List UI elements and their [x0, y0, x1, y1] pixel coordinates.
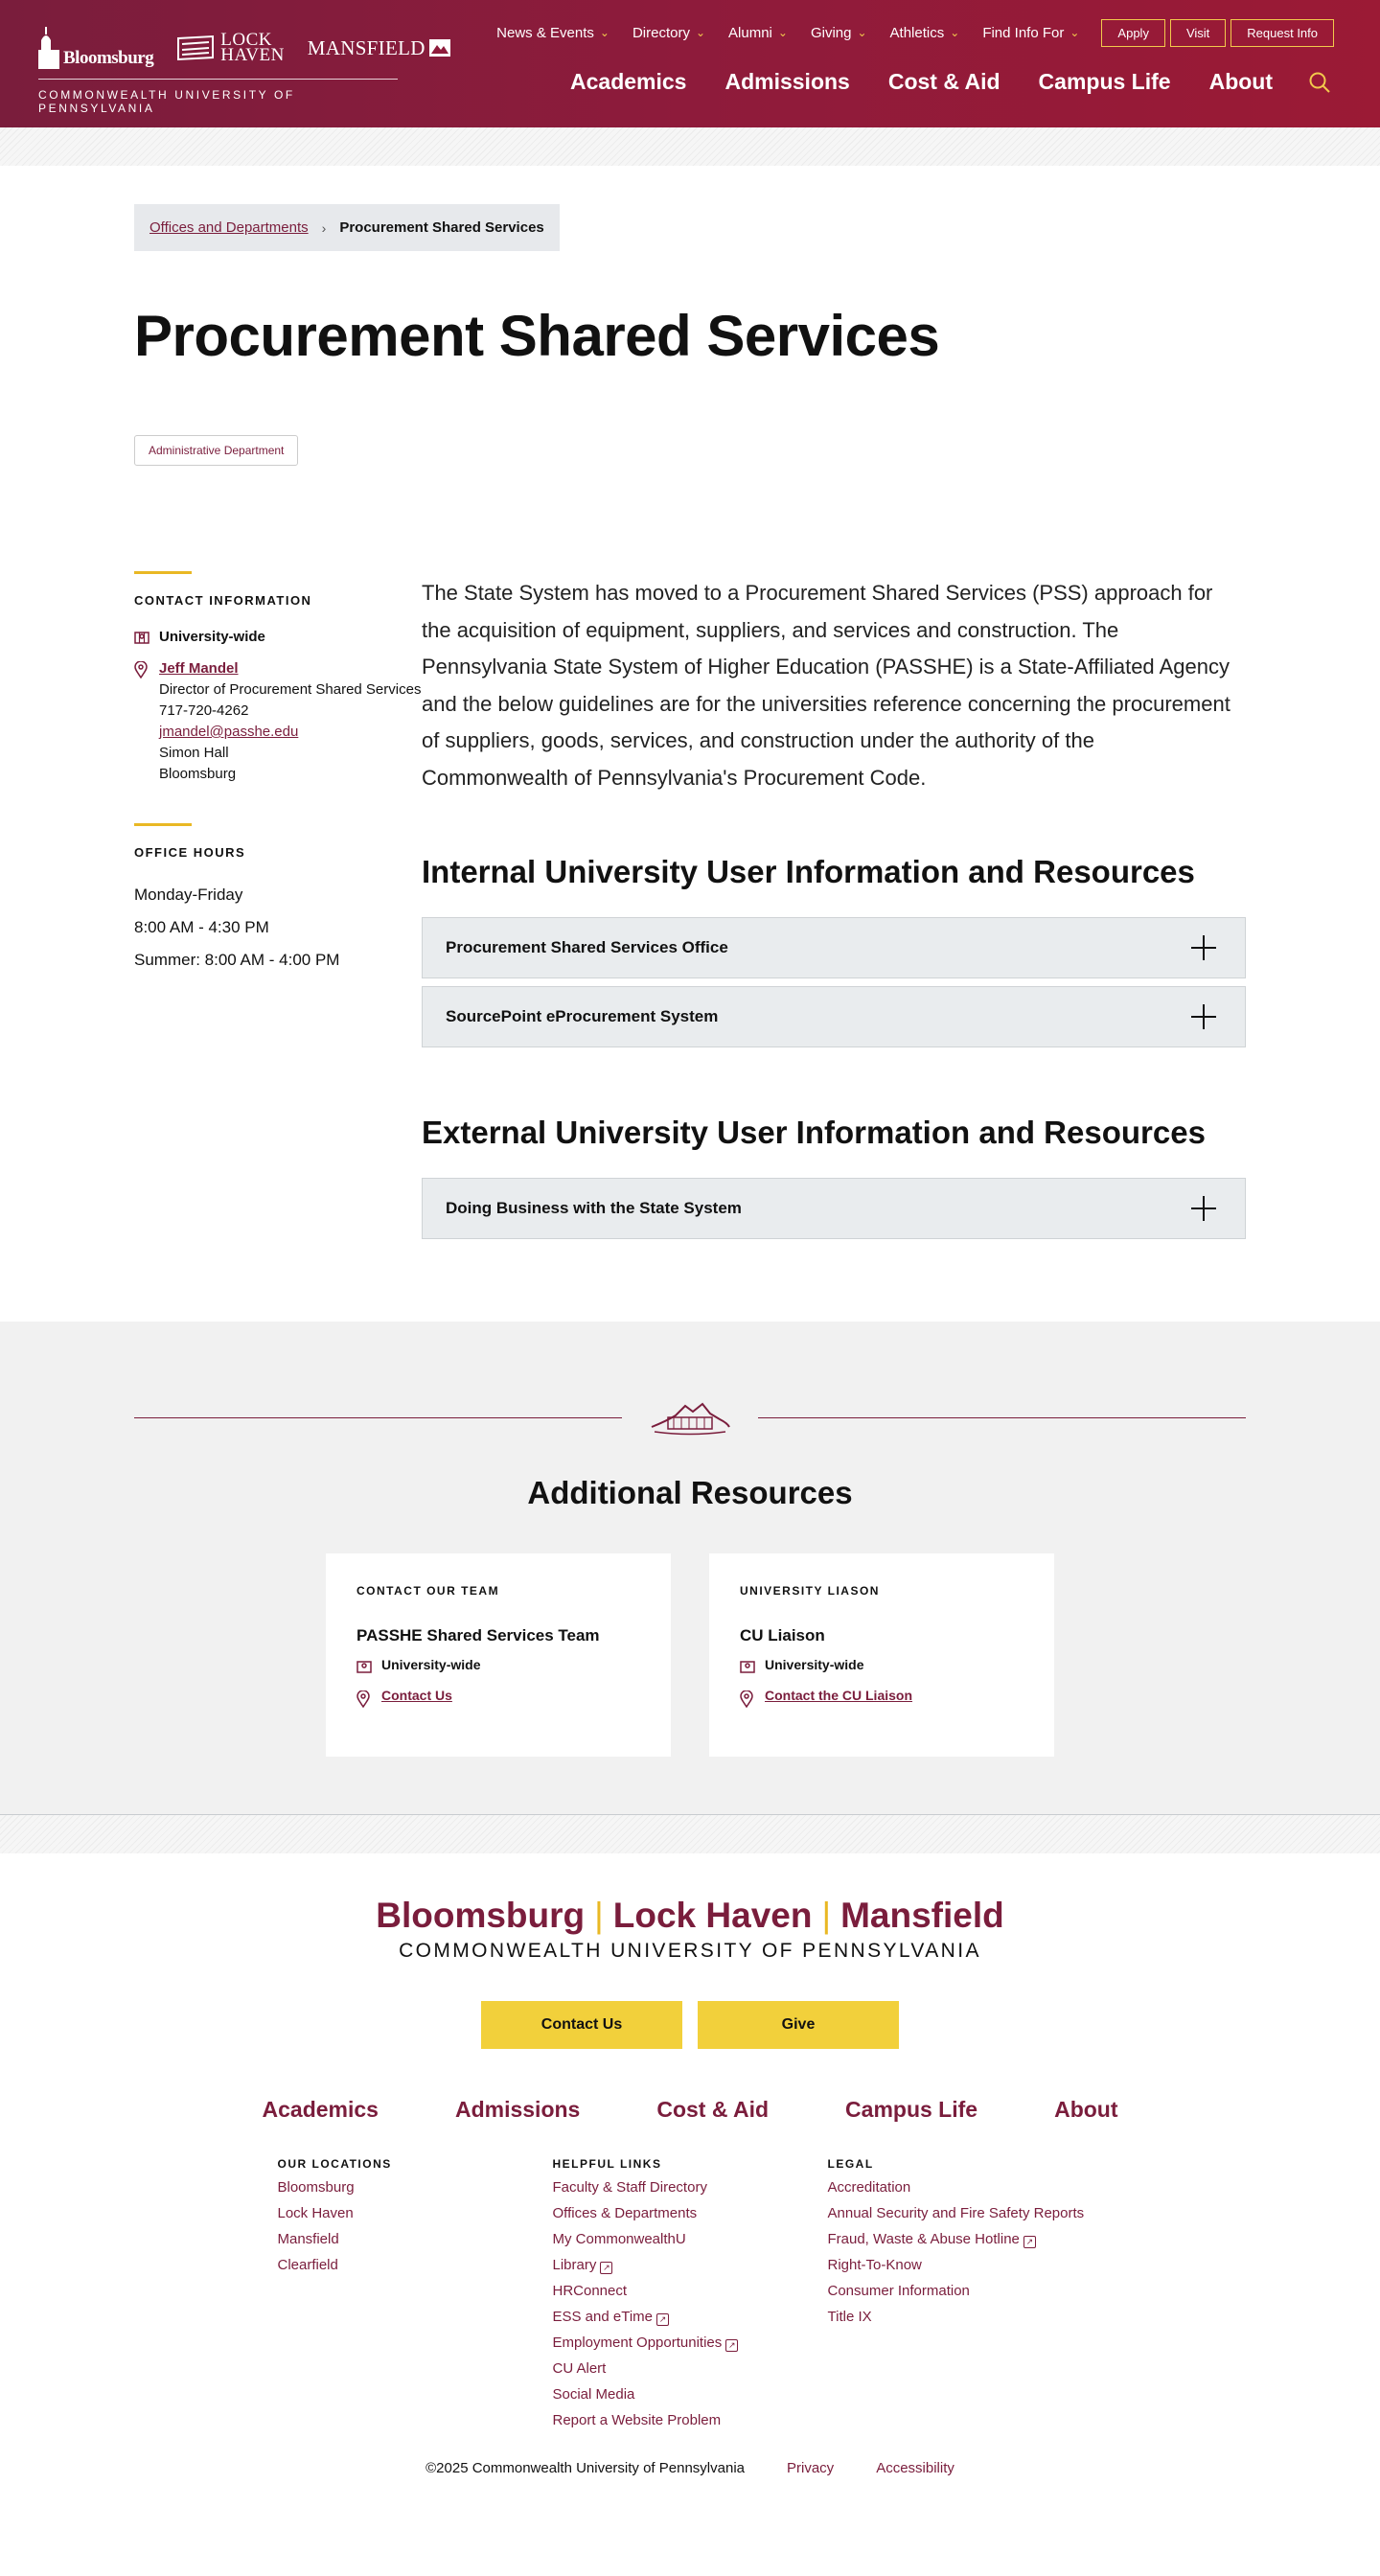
- office-hours: [134, 823, 422, 977]
- footer-nav-cost-aid[interactable]: Cost & Aid: [656, 2097, 770, 2122]
- department-tag[interactable]: Administrative Department: [134, 435, 298, 466]
- footer-link[interactable]: Fraud, Waste & Abuse Hotline ↗: [828, 2230, 1103, 2248]
- chevron-right-icon: ›: [321, 219, 327, 236]
- footer-nav-admissions[interactable]: Admissions: [454, 2097, 581, 2122]
- card-location: University-wide: [765, 1657, 864, 1672]
- contact-role: Director of Procurement Shared Services: [159, 681, 422, 698]
- footer-link[interactable]: Clearfield: [277, 2257, 338, 2273]
- footer-link[interactable]: Social Media: [552, 2386, 635, 2403]
- footer-link[interactable]: Accreditation: [827, 2179, 911, 2196]
- footer-helpful-links: HELPFUL LINKS Faculty & Staff Directory Offices & Departments My CommonwealthU Library ↗ HRConnect ESS and eTime ↗ Employment Opportunities ↗ CU Alert Social Media Report a Website Problem: [553, 2157, 828, 2437]
- main-nav: [532, 69, 1332, 95]
- map-icon: [134, 627, 151, 651]
- apply-button[interactable]: Apply: [1101, 19, 1165, 47]
- contact-name-link[interactable]: Jeff Mandel: [159, 660, 239, 677]
- internal-resources-heading: Internal University User Information and Resources: [422, 854, 1195, 889]
- contact-phone: 717-720-4262: [159, 702, 249, 719]
- location-pin-icon: [740, 1688, 757, 1711]
- lock-haven-logo: LOCK HAVEN: [176, 33, 285, 63]
- util-news-events[interactable]: News & Events ⌄: [496, 25, 610, 41]
- site-footer: [0, 1853, 1380, 2534]
- footer-nav-about[interactable]: About: [1054, 2097, 1118, 2122]
- breadcrumb: [134, 204, 560, 251]
- office-hours-heading: OFFICE HOURS: [134, 845, 246, 860]
- footer-brand[interactable]: Bloomsburg | Lock Haven | Mansfield: [376, 1896, 1004, 1935]
- hours-line: Monday-Friday: [134, 886, 243, 904]
- map-icon: [740, 1657, 757, 1676]
- contact-us-link[interactable]: Contact Us: [381, 1688, 452, 1703]
- contact-building: Simon Hall: [159, 745, 229, 761]
- footer-link[interactable]: Mansfield: [277, 2231, 339, 2247]
- plus-icon: [1191, 1196, 1216, 1221]
- footer-link[interactable]: Offices & Departments: [552, 2205, 698, 2221]
- external-link-icon: ↗: [600, 2262, 612, 2274]
- footer-link[interactable]: Employment Opportunities ↗: [553, 2334, 828, 2352]
- copyright-bar: [0, 2460, 1380, 2534]
- campus-emblem-icon: [647, 1398, 733, 1437]
- util-find-info-for[interactable]: Find Info For ⌄: [982, 25, 1080, 41]
- footer-link[interactable]: CU Alert: [552, 2360, 607, 2377]
- chevron-down-icon: ⌄: [695, 25, 706, 39]
- util-directory[interactable]: Directory ⌄: [632, 25, 706, 41]
- decorative-hatch: [0, 127, 1380, 166]
- intro-paragraph: The State System has moved to a Procurement Shared Services (PSS) approach for the acquisition of equipment, suppliers, and services and construction. The Pennsylvania State System of Higher Education (PASSHE) is a State-Affiliated Agency and the below guidelines are for the universities reference concerning the procurement of suppliers, goods, services, and construction under the authority of the Commonwealth of Pennsylvania's Procurement Code.: [422, 581, 1230, 790]
- copyright-text: ©2025 Commonwealth University of Pennsylvania: [426, 2460, 745, 2476]
- university-logo[interactable]: [38, 21, 426, 115]
- accordion-pss-office[interactable]: [422, 917, 1246, 978]
- nav-about[interactable]: About: [1208, 69, 1273, 94]
- request-info-button[interactable]: Request Info: [1230, 19, 1334, 47]
- location-pin-icon: [134, 658, 151, 785]
- external-link-icon: ↗: [725, 2339, 738, 2352]
- card-location: University-wide: [381, 1657, 481, 1672]
- contact-heading: CONTACT INFORMATION: [134, 593, 312, 608]
- footer-contact-button[interactable]: Contact Us: [481, 2001, 682, 2049]
- resource-card: [326, 1553, 671, 1757]
- card-label: UNIVERSITY LIASON: [740, 1584, 880, 1598]
- footer-link[interactable]: Lock Haven: [277, 2205, 354, 2221]
- chevron-down-icon: ⌄: [857, 25, 867, 39]
- card-label: CONTACT OUR TEAM: [356, 1584, 500, 1598]
- gold-accent-bar: [134, 823, 192, 826]
- bloomsburg-logo: Bloomsburg: [38, 27, 153, 69]
- accordion-doing-business[interactable]: [422, 1178, 1246, 1239]
- bell-tower-icon: [38, 27, 59, 69]
- nav-academics[interactable]: Academics: [570, 69, 687, 94]
- footer-subtitle: COMMONWEALTH UNIVERSITY OF PENNSYLVANIA: [399, 1940, 981, 1962]
- search-icon[interactable]: [1307, 70, 1332, 95]
- card-name: CU Liaison: [740, 1626, 825, 1644]
- emblem-divider: [134, 1398, 1246, 1437]
- footer-link[interactable]: Annual Security and Fire Safety Reports: [827, 2205, 1085, 2221]
- footer-link[interactable]: Report a Website Problem: [552, 2412, 722, 2428]
- footer-link[interactable]: HRConnect: [552, 2283, 628, 2299]
- plus-icon: [1191, 1004, 1216, 1029]
- chevron-down-icon: ⌄: [950, 25, 960, 39]
- gold-accent-bar: [134, 571, 192, 574]
- accessibility-link[interactable]: Accessibility: [876, 2460, 954, 2476]
- hours-line: 8:00 AM - 4:30 PM: [134, 918, 269, 936]
- flag-icon: [176, 34, 215, 61]
- footer-link[interactable]: Consumer Information: [827, 2283, 970, 2299]
- mountain-icon: [429, 39, 450, 57]
- sidebar: [134, 571, 422, 1247]
- breadcrumb-parent-link[interactable]: Offices and Departments: [150, 219, 309, 236]
- utility-nav: [473, 19, 1334, 47]
- breadcrumb-current: Procurement Shared Services: [339, 219, 544, 236]
- util-athletics[interactable]: Athletics ⌄: [889, 25, 960, 41]
- accordion-label: Doing Business with the State System: [446, 1199, 742, 1217]
- contact-location: University-wide: [159, 629, 265, 645]
- plus-icon: [1191, 935, 1216, 960]
- site-header: [0, 0, 1380, 127]
- footer-link[interactable]: ESS and eTime ↗: [553, 2308, 828, 2326]
- page-title: Procurement Shared Services: [134, 304, 940, 368]
- contact-liaison-link[interactable]: Contact the CU Liaison: [765, 1688, 913, 1703]
- card-name: PASSHE Shared Services Team: [356, 1626, 600, 1644]
- external-resources-heading: External University User Information and Resources: [422, 1115, 1206, 1150]
- logo-subtitle: COMMONWEALTH UNIVERSITY OF PENNSYLVANIA: [38, 88, 295, 115]
- external-link-icon: ↗: [656, 2313, 669, 2326]
- page-content: [134, 166, 1246, 1247]
- footer-locations: OUR LOCATIONS Bloomsburg Lock Haven Mansfield Clearfield: [278, 2157, 553, 2437]
- contact-campus: Bloomsburg: [159, 766, 237, 782]
- map-icon: [356, 1657, 374, 1676]
- visit-button[interactable]: Visit: [1170, 19, 1226, 47]
- chevron-down-icon: ⌄: [1070, 25, 1080, 39]
- location-pin-icon: [356, 1688, 374, 1711]
- main-content: [422, 571, 1246, 1247]
- footer-link[interactable]: Faculty & Staff Directory: [552, 2179, 707, 2196]
- resource-card: [709, 1553, 1054, 1757]
- nav-cost-aid[interactable]: Cost & Aid: [887, 69, 1000, 94]
- footer-link[interactable]: Right-To-Know: [827, 2257, 922, 2273]
- accordion-label: Procurement Shared Services Office: [446, 938, 728, 956]
- contact-information: [134, 571, 422, 785]
- footer-nav-academics[interactable]: Academics: [262, 2097, 379, 2122]
- accordion-sourcepoint[interactable]: [422, 986, 1246, 1047]
- chevron-down-icon: ⌄: [599, 25, 610, 39]
- external-link-icon: ↗: [1024, 2236, 1036, 2248]
- mansfield-logo: MANSFIELD: [308, 36, 450, 60]
- footer-link[interactable]: My CommonwealthU: [552, 2231, 686, 2247]
- footer-give-button[interactable]: Give: [698, 2001, 899, 2049]
- footer-link[interactable]: Bloomsburg: [277, 2179, 355, 2196]
- footer-link[interactable]: Library ↗: [553, 2256, 828, 2274]
- chevron-down-icon: ⌄: [777, 25, 788, 39]
- util-giving[interactable]: Giving ⌄: [810, 25, 867, 41]
- util-alumni[interactable]: Alumni ⌄: [728, 25, 788, 41]
- hours-line: Summer: 8:00 AM - 4:00 PM: [134, 951, 340, 969]
- contact-email-link[interactable]: jmandel@passhe.edu: [159, 724, 299, 740]
- decorative-hatch: [0, 1815, 1380, 1853]
- footer-legal: LEGAL Accreditation Annual Security and Fire Safety Reports Fraud, Waste & Abuse Hotline ↗ Right-To-Know Consumer Information Title IX: [828, 2157, 1103, 2437]
- accordion-label: SourcePoint eProcurement System: [446, 1007, 719, 1025]
- nav-admissions[interactable]: Admissions: [724, 69, 850, 94]
- additional-resources: [0, 1322, 1380, 1814]
- logo-divider: [38, 79, 398, 80]
- nav-campus-life[interactable]: Campus Life: [1038, 69, 1171, 94]
- footer-nav: [0, 2097, 1380, 2123]
- footer-link[interactable]: Title IX: [827, 2309, 872, 2325]
- privacy-link[interactable]: Privacy: [787, 2460, 835, 2476]
- additional-resources-title: Additional Resources: [527, 1475, 853, 1510]
- footer-nav-campus-life[interactable]: Campus Life: [845, 2097, 978, 2122]
